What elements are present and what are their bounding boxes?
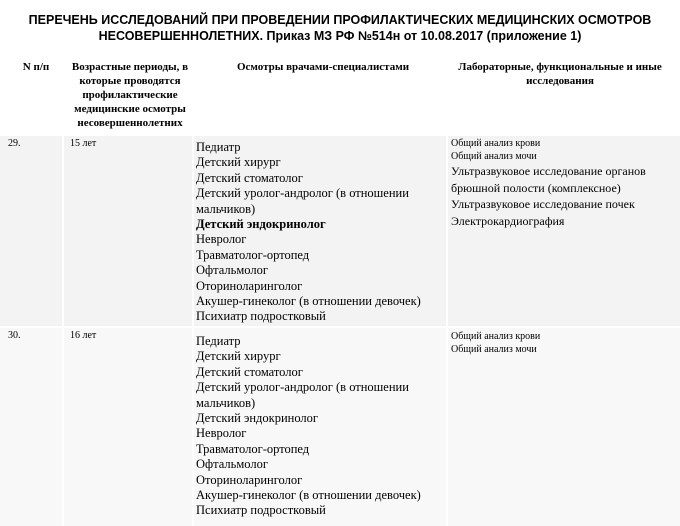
column-separator	[192, 328, 194, 526]
exam-item: Детский уролог-андролог (в отношении мальчиков)	[196, 186, 409, 216]
exam-item: Педиатр	[196, 334, 241, 348]
row-age: 16 лет	[70, 330, 97, 341]
exam-item: Психиатр подростковый	[196, 503, 326, 518]
labs-list	[451, 330, 676, 356]
row-number: 30.	[8, 330, 21, 341]
lab-item: Электрокардиография	[451, 213, 565, 228]
table-row-30	[0, 328, 680, 526]
exam-item: Офтальмолог	[196, 263, 268, 278]
exam-item: Детский хирург	[196, 349, 281, 364]
exam-item: Детский хирург	[196, 155, 281, 170]
exam-item: Травматолог-ортопед	[196, 247, 310, 262]
column-separator	[446, 328, 448, 526]
lab-item: Общий анализ крови	[451, 138, 541, 149]
lab-item: Ультразвуковое исследование почек	[451, 197, 635, 211]
column-separator	[62, 136, 64, 326]
exams-list	[196, 334, 446, 519]
document-title	[0, 12, 680, 44]
exam-item: Акушер-гинеколог (в отношении девочек)	[196, 294, 421, 309]
labs-list	[451, 137, 676, 229]
exam-item: Детский уролог-андролог (в отношении мальчиков)	[196, 380, 409, 410]
exam-item: Акушер-гинеколог (в отношении девочек)	[196, 488, 421, 503]
exam-item: Оториноларинголог	[196, 278, 303, 293]
row-age: 15 лет	[70, 138, 97, 149]
column-separator	[62, 328, 64, 526]
lab-item: Общий анализ мочи	[451, 151, 537, 162]
header-num: N п/п	[22, 61, 50, 73]
exam-item: Офтальмолог	[196, 457, 268, 472]
lab-item: Ультразвуковое исследование органов брюшной полости (комплексное)	[451, 164, 646, 195]
title-line-1: ПЕРЕЧЕНЬ ИССЛЕДОВАНИЙ ПРИ ПРОВЕДЕНИИ ПРОФИЛАКТИЧЕСКИХ МЕДИЦИНСКИХ ОСМОТРОВ	[28, 13, 652, 27]
exam-item-highlighted: Детский эндокринолог	[196, 217, 326, 232]
exam-item: Психиатр подростковый	[196, 309, 326, 324]
lab-item: Общий анализ крови	[451, 331, 541, 342]
column-separator	[192, 136, 194, 326]
exam-item: Детский стоматолог	[196, 364, 303, 379]
column-separator	[446, 136, 448, 326]
exam-item: Невролог	[196, 426, 247, 441]
header-exams: Осмотры врачами-специалистами	[236, 61, 410, 73]
exams-list	[196, 140, 446, 325]
exam-item: Травматолог-ортопед	[196, 441, 310, 456]
lab-item: Общий анализ мочи	[451, 344, 537, 355]
row-number: 29.	[8, 138, 21, 149]
exam-item: Детский стоматолог	[196, 170, 303, 185]
exam-item: Детский эндокринолог	[196, 411, 319, 426]
header-labs: Лабораторные, функциональные и иные исследования	[458, 61, 662, 87]
title-line-2: НЕСОВЕРШЕННОЛЕТНИХ. Приказ МЗ РФ №514н от 10.08.2017 (приложение 1)	[98, 29, 582, 43]
header-age: Возрастные периоды, в которые проводятся профилактические медицинские осмотры несовершеннолетних	[71, 61, 189, 129]
exam-item: Невролог	[196, 232, 247, 247]
table-row-29	[0, 136, 680, 326]
exam-item: Педиатр	[196, 140, 241, 154]
exam-item: Оториноларинголог	[196, 472, 303, 487]
